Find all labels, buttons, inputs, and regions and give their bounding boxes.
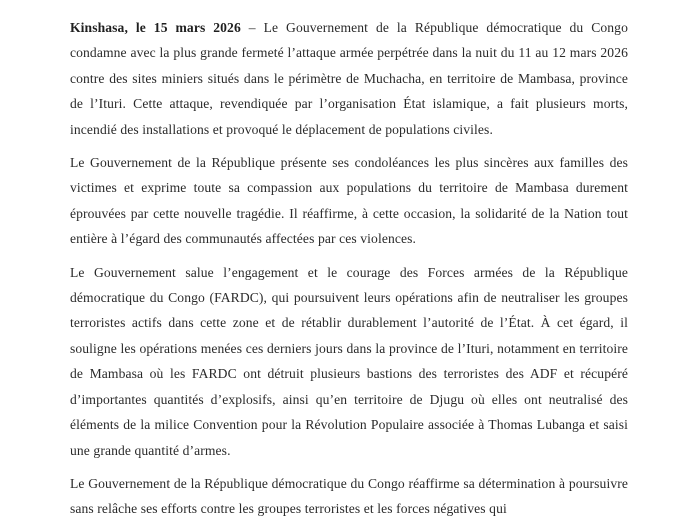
paragraph-text: – Le Gouvernement de la République démocratique du Congo condamne avec la plus grande fermeté l’attaque armée perpétrée dans la nuit du 11 au 12 mars 2026 contre des sites miniers situés dans le périmètre de Muchacha, en territoire de Mambasa, province de l’Ituri. Cette attaque, revendiquée par l’organisation État islamique, a fait plusieurs morts, incendié des installations et provoqué le déplacement de populations civiles. [70, 20, 628, 137]
dateline: Kinshasa, le 15 mars 2026 [70, 20, 241, 35]
paragraph-fardc-operations: Le Gouvernement salue l’engagement et le courage des Forces armées de la République démocratique du Congo (FARDC), qui poursuivent leurs opérations afin de neutraliser les groupes terroristes actifs dans cette zone et de rétablir durablement l’autorité de l’État. À cet égard, il souligne les opérations menées ces derniers jours dans la province de l’Ituri, notamment en territoire de Mambasa où les FARDC ont détruit plusieurs bastions des terroristes des ADF et récupéré d’importantes quantités d’explosifs, ainsi qu’en territoire de Djugu où elles ont neutralisé des éléments de la milice Convention pour la Révolution Populaire associée à Thomas Lubanga et saisi une grande quantité d’armes. [70, 264, 628, 458]
paragraph-dateline [70, 15, 628, 142]
paragraph-determination: Le Gouvernement de la République démocratique du Congo réaffirme sa détermination à poursuivre sans relâche ses efforts contre les groupes terroristes et les forces négatives qui [70, 475, 628, 517]
paragraph-condoleances: Le Gouvernement de la République présente ses condoléances les plus sincères aux familles des victimes et exprime toute sa compassion aux populations du territoire de Mambasa durement éprouvées par cette nouvelle tragédie. Il réaffirme, à cette occasion, la solidarité de la Nation tout entière à l’égard des communautés affectées par ces violences. [70, 155, 628, 247]
